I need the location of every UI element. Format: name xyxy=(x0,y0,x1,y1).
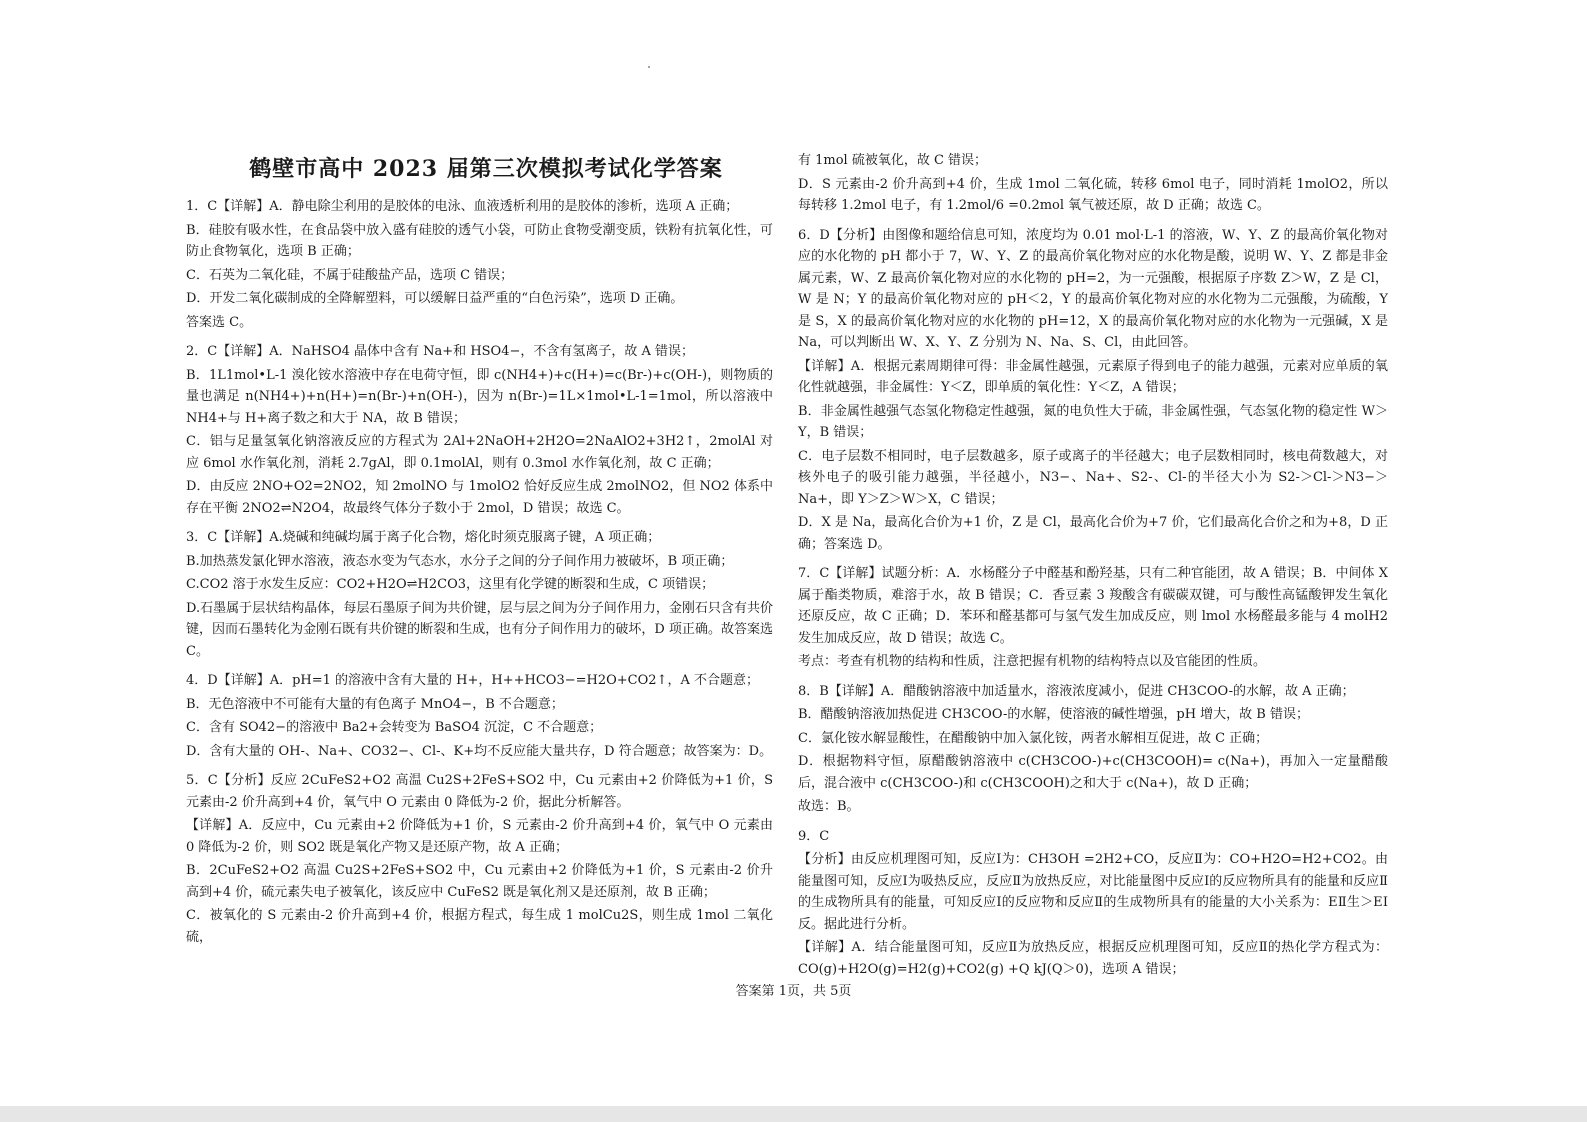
answer-paragraph: D．开发二氧化碳制成的全降解塑料，可以缓解日益严重的“白色污染”，选项 D 正确。 xyxy=(186,291,684,306)
answer-paragraph: D．由反应 2NO+O2=2NO2，知 2molNO 与 1molO2 恰好反应生成 2molNO2，但 NO2 体系中存在平衡 2NO2⇌N2O4，故最终气体分子数小于 2mol，D 错误；故选 C。 xyxy=(186,479,773,516)
answer-paragraph: B．硅胶有吸水性，在食品袋中放入盛有硅胶的透气小袋，可防止食物受潮变质，铁粉有抗氧化性，可防止食物氧化，选项 B 正确； xyxy=(186,222,773,259)
answer-paragraph: 1．C【详解】A．静电除尘利用的是胶体的电泳、血液透析利用的是胶体的渗析，选项 A 正确； xyxy=(186,199,739,214)
answer-paragraph: 8．B【详解】A．醋酸钠溶液中加适量水，溶液浓度减小，促进 CH3COO-的水解，故 A 正确； xyxy=(798,683,1355,699)
answer-paragraph: D．X 是 Na，最高化合价为+1 价，Z 是 Cl，最高化合价为+7 价，它们最高化合价之和为+8，D 正确；答案选 D。 xyxy=(798,515,1388,552)
answer-paragraph: B．醋酸钠溶液加热促进 CH3COO-的水解，使溶液的碱性增强，pH 增大，故 B 错误； xyxy=(798,707,1309,722)
answer-paragraph: C．电子层数不相同时，电子层数越多，原子或离子的半径越大；电子层数相同时，核电荷数越大，对核外电子的吸引能力越强，半径越小，N3−、Na+、S2-、Cl-的半径大小为 S2-＞Cl-＞N3−＞Na+，即 Y＞Z＞W＞X，C 错误； xyxy=(798,448,1388,507)
page-title: 鹤壁市高中 2023 届第三次模拟考试化学答案 xyxy=(249,156,723,182)
bottom-scan-edge xyxy=(0,1106,1587,1122)
answer-paragraph: 故选：B。 xyxy=(798,799,860,814)
answer-paragraph: 【分析】由反应机理图可知，反应Ⅰ为：CH3OH =2H2+CO，反应Ⅱ为：CO+H2O=H2+CO2。由能量图可知，反应Ⅰ为吸热反应，反应Ⅱ为放热反应，对比能量图中反应Ⅰ的反应物所具有的能量和反应Ⅱ的生成物所具有的能量，可知反应Ⅰ的反应物和反应Ⅱ的生成物所具有的能量的大小关系为：EⅡ生＞EⅠ反。据此进行分析。 xyxy=(798,852,1388,932)
answer-paragraph: D．S 元素由-2 价升高到+4 价，生成 1mol 二氧化硫，转移 6mol 电子，同时消耗 1molO2，所以每转移 1.2mol 电子，有 1.2mol/6 =0.2mol 氧气被还原，故 D 正确；故选 C。 xyxy=(798,176,1388,213)
answer-paragraph: B．无色溶液中不可能有大量的有色离子 MnO4−，B 不合题意； xyxy=(186,696,564,712)
answer-paragraph: D．含有大量的 OH-、Na+、CO32−、Cl-、K+均不反应能大量共存，D 符合题意；故答案为：D。 xyxy=(186,743,773,759)
answer-paragraph: C．石英为二氧化硅，不属于硅酸盐产品，选项 C 错误； xyxy=(186,267,514,283)
answer-paragraph: 5．C【分析】反应 2CuFeS2+O2 高温 Cu2S+2FeS+SO2 中，Cu 元素由+2 价降低为+1 价，S 元素由-2 价升高到+4 价，氧气中 O 元素由 0 降低为-2 价，据此分析解答。 xyxy=(186,773,773,810)
answer-paragraph: 【详解】A．结合能量图可知，反应Ⅱ为放热反应，根据反应机理图可知，反应Ⅱ的热化学方程式为：CO(g)+H2O(g)=H2(g)+CO2(g) +Q kJ(Q＞0)，选项 A 错误； xyxy=(798,940,1388,977)
page-footer: 答案第 1页，共 5页 xyxy=(735,984,852,999)
answer-paragraph: B．2CuFeS2+O2 高温 Cu2S+2FeS+SO2 中，Cu 元素由+2 价降低为+1 价，S 元素由-2 价升高到+4 价，硫元素失电子被氧化，该反应中 CuFeS2 既是氧化剂又是还原剂，故 B 正确； xyxy=(186,863,773,900)
answer-paragraph: C．氯化铵水解显酸性，在醋酸钠中加入氯化铵，两者水解相互促进，故 C 正确； xyxy=(798,730,1269,746)
answer-paragraph: C．含有 SO42−的溶液中 Ba2+会转变为 BaSO4 沉淀，C 不合题意； xyxy=(186,720,603,735)
answer-paragraph: B．非金属性越强气态氢化物稳定性越强，氮的电负性大于硫，非金属性强，气态氢化物的稳定性 W＞Y，B 错误； xyxy=(798,403,1388,440)
scan-speck xyxy=(648,66,650,68)
answer-paragraph: 3．C【详解】A.烧碱和纯碱均属于离子化合物，熔化时须克服离子键，A 项正确； xyxy=(186,530,661,545)
answer-paragraph: 4．D【详解】A．pH=1 的溶液中含有大量的 H+，H++HCO3−=H2O+CO2↑，A 不合题意； xyxy=(186,673,759,688)
answer-paragraph: 有 1mol 硫被氧化，故 C 错误； xyxy=(798,153,988,168)
answer-paragraph: 【详解】A．根据元素周期律可得：非金属性越强，元素原子得到电子的能力越强，元素对应单质的氧化性就越强，非金属性：Y＜Z，即单质的氧化性：Y＜Z，A 错误； xyxy=(798,358,1388,395)
right-column xyxy=(798,150,1388,982)
answer-paragraph: C.CO2 溶于水发生反应：CO2+H2O⇌H2CO3，这里有化学键的断裂和生成，C 项错误； xyxy=(186,577,715,592)
answer-paragraph: 6．D【分析】由图像和题给信息可知，浓度均为 0.01 mol·L-1 的溶液，W、Y、Z 的最高价氧化物对应的水化物的 pH 都小于 7，W、Y、Z 的最高价氧化物对应的水化物是酸，说明 W、Y、Z 都是非金属元素，W、Z 最高价氧化物对应的水化物的 pH=2，为一元强酸，根据原子序数 Z＞W，Z 是 Cl，W 是 N；Y 的最高价氧化物对应的 pH＜2，Y 的最高价氧化物对应的水化物为二元强酸，为硫酸，Y 是 S，X 的最高价氧化物对应的水化物的 pH=12，X 的最高价氧化物对应的水化物为一元强碱，X 是 Na，可以判断出 W、X、Y、Z 分别为 N、Na、S、Cl，由此回答。 xyxy=(798,227,1388,350)
answer-paragraph: C．被氧化的 S 元素由-2 价升高到+4 价，根据方程式，每生成 1 molCu2S，则生成 1mol 二氧化硫， xyxy=(186,908,773,945)
left-column xyxy=(186,188,773,950)
answer-paragraph: 7．C【详解】试题分析：A．水杨醛分子中醛基和酚羟基，只有二种官能团，故 A 错误；B．中间体 X 属于酯类物质，难溶于水，故 B 错误；C．香豆素 3 羧酸含有碳碳双键，可与酸性高锰酸钾发生氧化还原反应，故 C 正确；D．苯环和醛基都可与氢气发生加成反应，则 lmol 水杨醛最多能与 4 molH2 发生加成反应，故 D 错误；故选 C。 xyxy=(798,566,1388,646)
answer-paragraph: B.加热蒸发氯化钾水溶液，液态水变为气态水，水分子之间的分子间作用力被破坏，B 项正确； xyxy=(186,553,734,569)
answer-paragraph: 考点：考查有机物的结构和性质，注意把握有机物的结构特点以及官能团的性质。 xyxy=(798,654,1267,669)
answer-paragraph: C．铝与足量氢氧化钠溶液反应的方程式为 2Al+2NaOH+2H2O=2NaAlO2+3H2↑，2molAl 对应 6mol 水作氧化剂，消耗 2.7gAl，即 0.1molAl，则有 0.3mol 水作氧化剂，故 C 正确； xyxy=(186,434,773,471)
answer-paragraph: B．1L1mol•L-1 溴化铵水溶液中存在电荷守恒，即 c(NH4+)+c(H+)=c(Br-)+c(OH-)，则物质的量也满足 n(NH4+)+n(H+)=n(Br-)+n(OH-)，因为 n(Br-)=1L×1mol•L-1=1mol，所以溶液中 NH4+与 H+离子数之和大于 NA，故 B 错误； xyxy=(186,367,773,426)
answer-paragraph: 答案选 C。 xyxy=(186,314,253,330)
answer-paragraph: D．根据物料守恒，原醋酸钠溶液中 c(CH3COO-)+c(CH3COOH)= c(Na+)，再加入一定量醋酸后，混合液中 c(CH3COO-)和 c(CH3COOH)之和大于 c(Na+)，故 D 正确； xyxy=(798,754,1388,791)
answer-paragraph: 2．C【详解】A．NaHSO4 晶体中含有 Na+和 HSO4−，不含有氢离子，故 A 错误； xyxy=(186,344,695,359)
answer-paragraph: D.石墨属于层状结构晶体，每层石墨原子间为共价键，层与层之间为分子间作用力，金刚石只含有共价键，因而石墨转化为金刚石既有共价键的断裂和生成，也有分子间作用力的破坏，D 项正确。故答案选 C。 xyxy=(186,600,773,659)
answer-paragraph: 【详解】A．反应中，Cu 元素由+2 价降低为+1 价，S 元素由-2 价升高到+4 价，氧气中 O 元素由 0 降低为-2 价，则 SO2 既是氧化产物又是还原产物，故 A 正确； xyxy=(186,818,773,855)
answer-paragraph: 9．C xyxy=(798,828,830,844)
